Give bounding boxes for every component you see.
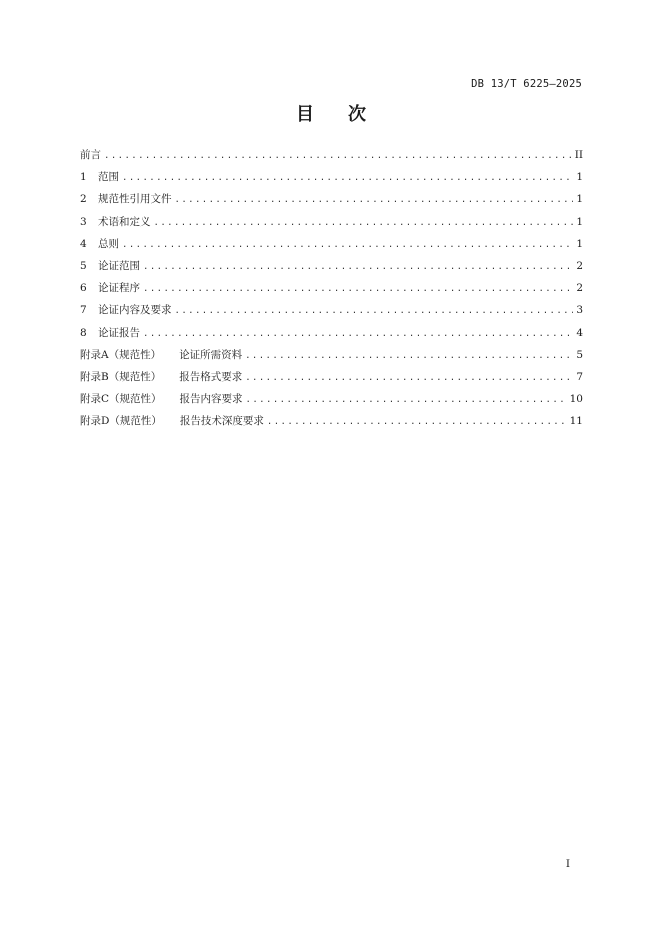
toc-entry-number: 7 [80,304,87,317]
page-title: 目次 [296,104,400,125]
toc-entry-page: 11 [569,415,583,428]
toc-entry-label: 附录B（规范性） [80,370,162,383]
toc-entry-number: 3 [80,215,87,228]
toc-entry-number: 8 [80,326,87,339]
toc-entry-page: 2 [576,282,583,295]
toc-entry-page: 1 [576,171,583,184]
toc-entry-label: 论证内容及要求 [98,304,172,317]
toc-entry-label: 总则 [98,237,119,250]
toc-entry-appendix-title: 报告技术深度要求 [179,415,264,428]
toc-entry[interactable] [80,413,583,435]
toc-entry-page: 10 [569,393,583,406]
toc-dot-leader [245,351,573,361]
toc-entry[interactable] [80,280,583,302]
toc-entry-number: 2 [80,193,87,206]
toc-dot-leader [154,218,574,228]
toc-entry-label: 论证范围 [98,259,140,272]
toc-entry[interactable] [80,325,583,347]
toc-dot-leader [122,173,573,183]
toc-entry-page: 4 [576,326,583,339]
toc-entry-appendix-title: 论证所需资料 [179,348,243,361]
toc-dot-leader [175,306,574,316]
toc-entry-label: 论证报告 [98,326,140,339]
toc-entry-label: 附录C（规范性） [80,393,162,406]
toc-entry-label: 论证程序 [98,282,140,295]
toc-entry-label: 附录D（规范性） [80,415,162,428]
toc-entry-number: 1 [80,171,87,184]
toc-entry[interactable] [80,236,583,258]
toc-entry[interactable] [80,191,583,213]
toc-dot-leader [267,417,567,427]
toc-entry-page: 2 [576,259,583,272]
document-code: DB 13/T 6225—2025 [471,78,582,90]
toc-entry[interactable] [80,369,583,391]
toc-entry-label: 前言 [80,149,101,161]
toc-entry-number: 4 [80,237,87,250]
toc-entry-appendix-title: 报告格式要求 [179,370,243,383]
toc-entry[interactable] [80,391,583,413]
toc-entry-number: 6 [80,282,87,295]
toc-dot-leader [175,195,574,205]
toc-entry[interactable] [80,147,583,169]
toc-entry[interactable] [80,169,583,191]
toc-dot-leader [143,262,573,272]
toc-entry-label: 范围 [98,171,119,184]
toc-dot-leader [122,240,573,250]
toc-entry-appendix-title: 报告内容要求 [179,393,243,406]
toc-entry-page: 3 [576,304,583,317]
toc-entry-page: 7 [576,370,583,383]
toc-dot-leader [143,329,573,339]
toc-entry[interactable] [80,258,583,280]
toc-entry-label: 术语和定义 [98,215,151,228]
toc-entry-page: II [574,149,583,161]
table-of-contents [80,147,583,435]
toc-entry-page: 5 [576,348,583,361]
toc-entry-label: 附录A（规范性） [80,348,162,361]
toc-entry[interactable] [80,302,583,324]
toc-dot-leader [246,395,567,405]
toc-entry-page: 1 [576,193,583,206]
toc-entry-label: 规范性引用文件 [98,193,172,206]
toc-entry[interactable] [80,214,583,236]
toc-dot-leader [143,284,573,294]
toc-entry[interactable] [80,347,583,369]
toc-entry-page: 1 [576,215,583,228]
toc-dot-leader [245,373,573,383]
toc-dot-leader [104,151,572,161]
toc-entry-number: 5 [80,259,87,272]
toc-entry-page: 1 [576,237,583,250]
page-number: I [565,858,570,870]
